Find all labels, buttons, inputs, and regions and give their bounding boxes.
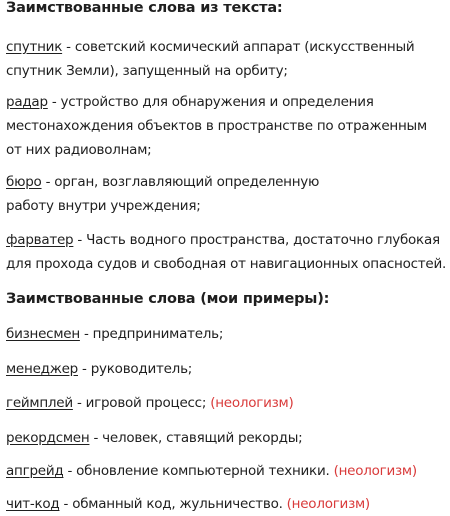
separator: - xyxy=(41,174,55,190)
separator: - xyxy=(47,94,61,110)
entry-chit-kod xyxy=(6,492,446,516)
entry-menedzher xyxy=(6,357,446,381)
entry-apgreid xyxy=(6,459,446,483)
definition: игровой процесс; xyxy=(85,395,211,411)
term: радар xyxy=(6,94,48,110)
entry-biznesmen xyxy=(6,322,446,346)
term: спутник xyxy=(6,39,63,55)
neologism-note: (неологизм) xyxy=(333,463,417,479)
separator: - xyxy=(73,232,87,248)
term: бюро xyxy=(6,174,42,190)
definition: руководитель; xyxy=(90,361,193,377)
definition: человек, ставящий рекорды; xyxy=(102,430,303,446)
separator: - xyxy=(89,430,103,446)
term: бизнесмен xyxy=(6,326,80,342)
definition: Часть водного пространства, достаточно глубокая для прохода судов и свободная от навигационных опасностей. xyxy=(6,232,446,272)
entry-farvater xyxy=(6,228,446,288)
separator: - xyxy=(79,326,93,342)
neologism-note: (неологизм) xyxy=(210,395,294,411)
separator: - xyxy=(63,463,77,479)
entry-byuro xyxy=(6,170,336,218)
entry-rekordsmen xyxy=(6,426,446,450)
definition: устройство для обнаружения и определения местонахождения объектов в пространстве по отраженным от них радиоволнам; xyxy=(6,94,427,158)
term: менеджер xyxy=(6,361,78,377)
term: фарватер xyxy=(6,232,74,248)
separator: - xyxy=(72,395,86,411)
separator: - xyxy=(62,39,75,55)
definition: обновление компьютерной техники. xyxy=(76,463,334,479)
neologism-note: (неологизм) xyxy=(286,496,370,512)
separator: - xyxy=(59,496,73,512)
term: геймплей xyxy=(6,395,73,411)
separator: - xyxy=(78,361,91,377)
entry-radar xyxy=(6,90,446,162)
term: чит-код xyxy=(6,496,60,512)
section2-heading: Заимствованные слова (мои примеры): xyxy=(6,291,330,307)
term: апгрейд xyxy=(6,463,64,479)
term: рекордсмен xyxy=(6,430,90,446)
definition: обманный код, жульничество. xyxy=(72,496,287,512)
definition: предприниматель; xyxy=(92,326,224,342)
entry-sputnik xyxy=(6,35,426,83)
definition: советский космический аппарат (искусственный спутник Земли), запущенный на орбиту; xyxy=(6,39,415,79)
section1-heading: Заимствованные слова из текста: xyxy=(6,0,283,16)
entry-geimplei xyxy=(6,391,446,415)
definition: орган, возглавляющий определенную работу внутри учреждения; xyxy=(6,174,320,214)
